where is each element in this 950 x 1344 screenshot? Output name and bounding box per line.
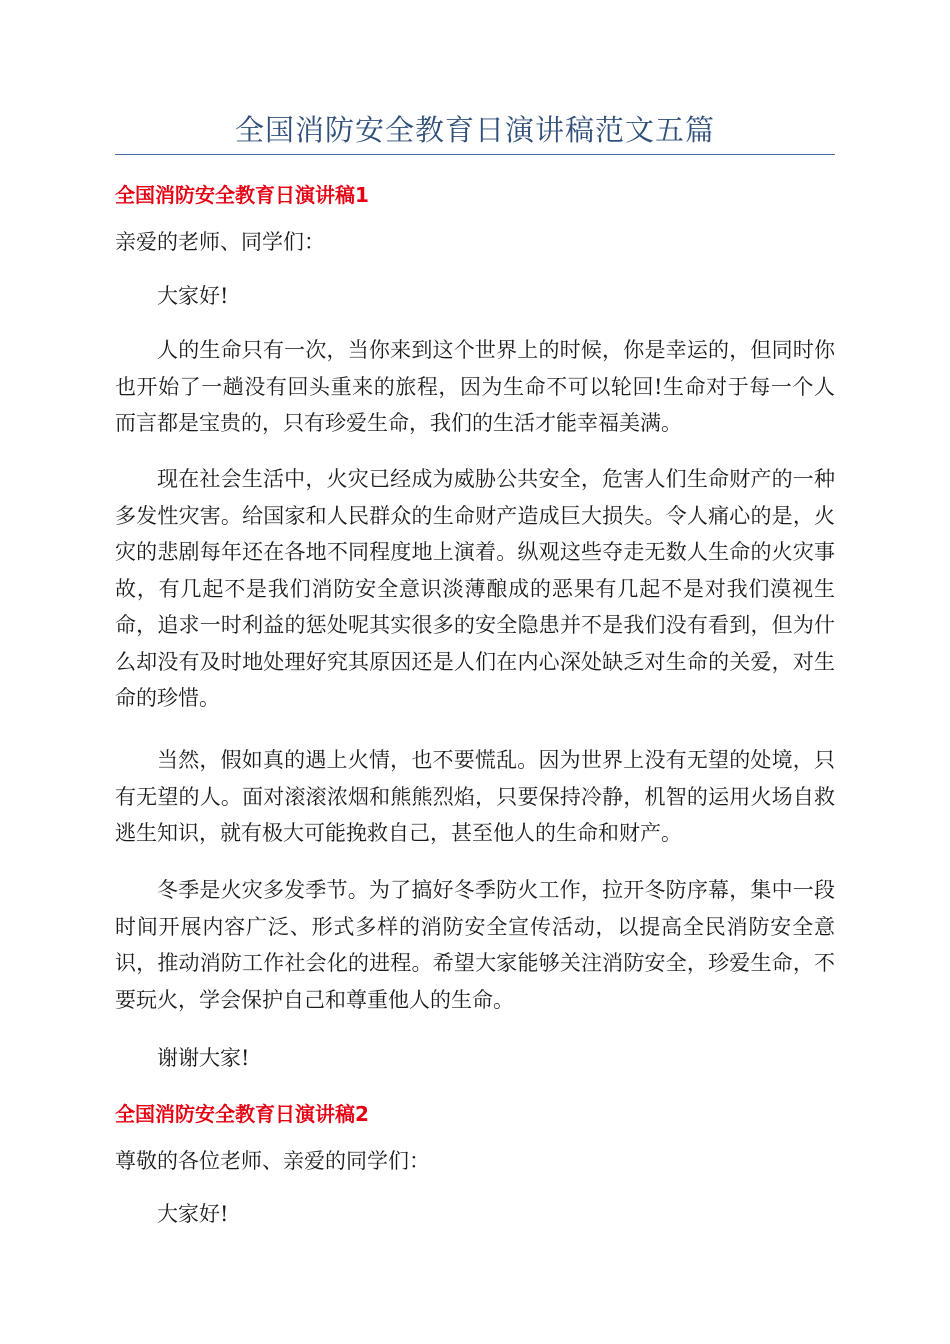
speech-1-paragraph-3: 当然，假如真的遇上火情，也不要慌乱。因为世界上没有无望的处境，只有无望的人。面对滚滚浓烟和熊熊烈焰，只要保持冷静，机智的运用火场自救逃生知识，就有极大可能挽救自己，甚至他人的生命和财产。: [115, 748, 835, 845]
title-underline: [115, 154, 835, 155]
speech-1-salutation: 亲爱的老师、同学们：: [115, 230, 325, 254]
speech-2-heading: 全国消防安全教育日演讲稿2: [115, 1102, 369, 1126]
speech-2-greeting: 大家好!: [157, 1202, 229, 1226]
document-title: 全国消防安全教育日演讲稿范文五篇: [234, 113, 715, 147]
speech-1-greeting: 大家好!: [157, 284, 229, 308]
speech-1-paragraph-1: 人的生命只有一次，当你来到这个世界上的时候，你是幸运的，但同时你也开始了一趟没有回头重来的旅程，因为生命不可以轮回!生命对于每一个人而言都是宝贵的，只有珍爱生命，我们的生活才能幸福美满。: [115, 338, 835, 435]
speech-1-heading: 全国消防安全教育日演讲稿1: [115, 183, 369, 207]
speech-1-closing: 谢谢大家!: [157, 1046, 250, 1070]
speech-1-paragraph-2: 现在社会生活中，火灾已经成为威胁公共安全，危害人们生命财产的一种多发性灾害。给国家和人民群众的生命财产造成巨大损失。令人痛心的是，火灾的悲剧每年还在各地不同程度地上演着。纵观这些夺走无数人生命的火灾事故，有几起不是我们消防安全意识淡薄酿成的恶果有几起不是对我们漠视生命，追求一时利益的惩处呢其实很多的安全隐患并不是我们没有看到，但为什么却没有及时地处理好究其原因还是人们在内心深处缺乏对生命的关爱，对生命的珍惜。: [115, 467, 835, 710]
speech-2-salutation: 尊敬的各位老师、亲爱的同学们：: [115, 1149, 430, 1173]
speech-1-paragraph-4: 冬季是火灾多发季节。为了搞好冬季防火工作，拉开冬防序幕，集中一段时间开展内容广泛、形式多样的消防安全宣传活动，以提高全民消防安全意识，推动消防工作社会化的进程。希望大家能够关注消防安全，珍爱生命，不要玩火，学会保护自己和尊重他人的生命。: [115, 878, 835, 1012]
